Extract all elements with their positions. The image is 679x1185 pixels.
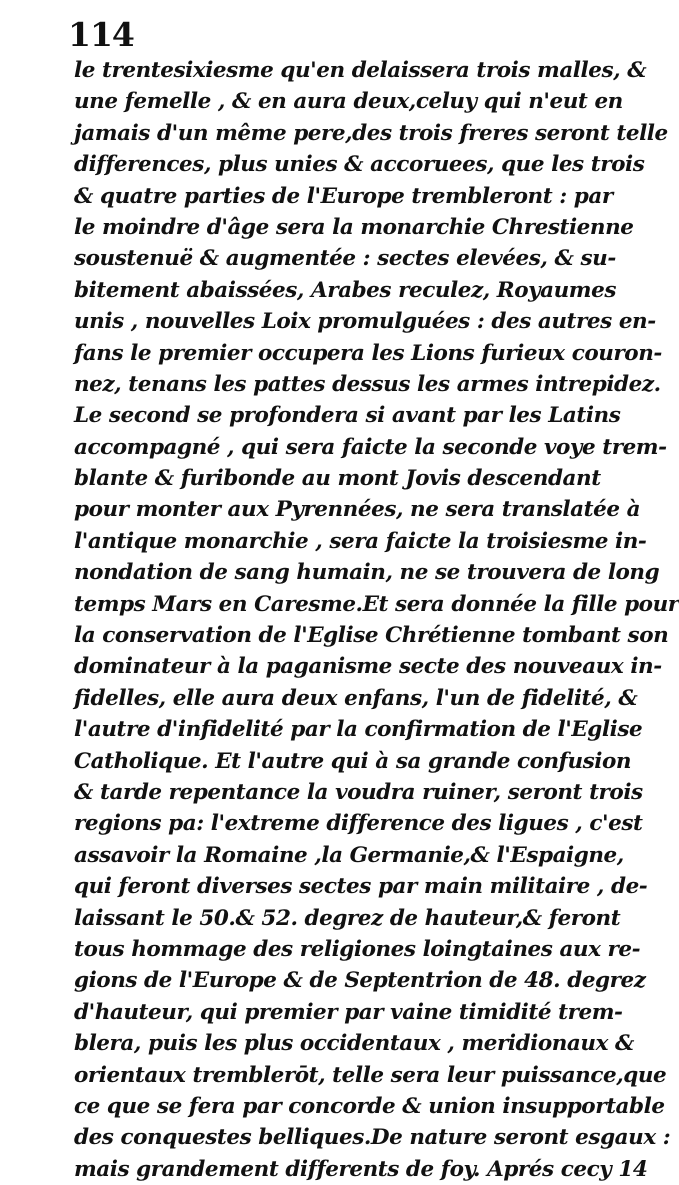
text-line: la conservation de l'Eglise Chrétienne tombant son — [74, 623, 669, 649]
text-line: assavoir la Romaine ,la Germanie,& l'Espaigne, — [74, 842, 624, 868]
text-line: bitement abaissées, Arabes reculez, Royaumes — [74, 277, 616, 303]
text-line: le trentesixiesme qu'en delaissera trois malles, & — [74, 58, 647, 83]
text-line: une femelle , & en aura deux,celuy qui n'eut en — [74, 89, 623, 115]
text-line: gions de l'Europe & de Septentrion de 48. degrez — [74, 968, 646, 994]
text-line: accompagné , qui sera faicte la seconde voye trem- — [74, 434, 667, 460]
text-line: blera, puis les plus occidentaux , meridionaux & — [74, 1031, 634, 1057]
text-line: fidelles, elle aura deux enfans, l'un de fidelité, & — [74, 685, 638, 711]
text-line: mais grandement differents de foy. Aprés cecy 14 — [74, 1156, 648, 1182]
text-line: qui feront diverses sectes par main militaire , de- — [74, 874, 648, 900]
text-line: unis , nouvelles Loix promulguées : des autres en- — [74, 309, 656, 335]
text-line: l'autre d'infidelité par la confirmation de l'Eglise — [74, 717, 643, 743]
text-line: soustenuë & augmentée : sectes elevées, & su- — [74, 246, 616, 272]
text-line: le moindre d'âge sera la monarchie Chrestienne — [74, 214, 634, 240]
text-line: differences, plus unies & accoruees, que les trois — [74, 152, 645, 178]
text-line: ce que se fera par concorde & union insupportable — [74, 1093, 665, 1119]
text-line: des conquestes belliques.De nature seront esgaux : — [74, 1125, 671, 1151]
text-line: & tarde repentance la voudra ruiner, seront trois — [74, 779, 643, 805]
text-line: tous hommage des religiones loingtaines aux re- — [74, 936, 641, 962]
text-line: temps Mars en Caresme.Et sera donnée la fille pour — [74, 591, 679, 617]
text-line: Le second se profondera si avant par les Latins — [74, 403, 621, 429]
text-line: nez, tenans les pattes dessus les armes intrepidez. — [74, 371, 661, 397]
text-line: dominateur à la paganisme secte des nouveaux in- — [74, 654, 662, 680]
text-line: laissant le 50.& 52. degrez de hauteur,& feront — [74, 905, 621, 931]
text-line: fans le premier occupera les Lions furieux couron- — [74, 340, 662, 366]
text-line: l'antique monarchie , sera faicte la troisiesme in- — [74, 528, 647, 554]
text-line: & quatre parties de l'Europe trembleront : par — [74, 183, 613, 209]
text-line: nondation de sang humain, ne se trouvera de long — [74, 560, 660, 586]
text-line: jamais d'un même pere,des trois freres seront telle — [74, 120, 668, 146]
text-line: Catholique. Et l'autre qui à sa grande confusion — [74, 748, 632, 774]
text-line: regions pa: l'extreme difference des ligues , c'est — [74, 811, 643, 837]
text-line: d'hauteur, qui premier par vaine timidité trem- — [74, 999, 623, 1025]
text-line: blante & furibonde au mont Jovis descendant — [74, 466, 601, 492]
body-text — [74, 55, 679, 1185]
text-line: orientaux tremblerōt, telle sera leur puissance,que — [74, 1062, 667, 1088]
page-number: 114 — [68, 15, 134, 54]
text-line: pour monter aux Pyrennées, ne sera translatée à — [74, 497, 641, 523]
